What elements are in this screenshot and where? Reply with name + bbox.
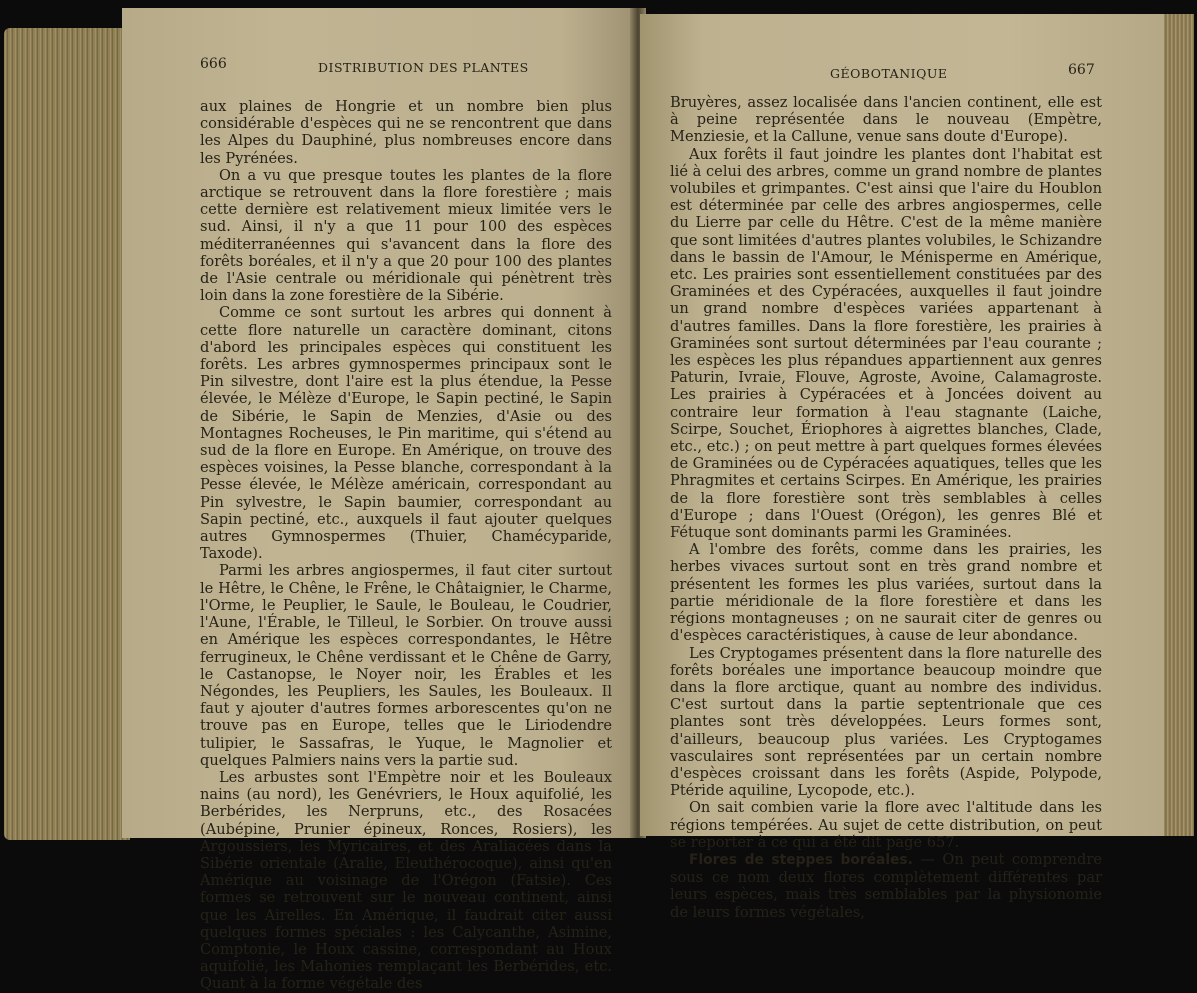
page-edges-right — [1160, 14, 1194, 836]
paragraph: Les Cryptogames présentent dans la flore naturelle des forêts boréales une importance beaucoup moindre que dans la flore arctique, quant au nombre des individus. C'est surtout dans la partie septentrionale que ces plantes sont très développées. Leurs formes sont, d'ailleurs, beaucoup plus variées. Les Cryptogames vasculaires sont représentées par un certain nombre d'espèces croissant dans les forêts (Aspide, Polypode, Ptéride aquiline, Lycopode, etc.). — [670, 644, 1102, 800]
paragraph: aux plaines de Hongrie et un nombre bien plus considérable d'espèces qui ne se rencontrent que dans les Alpes du Dauphiné, plus nombreuses encore dans les Pyrénées. — [200, 98, 612, 167]
body-text — [670, 94, 1102, 921]
section-text: — On peut comprendre sous ce nom deux flores complètement différentes par leurs espèces, mais très semblables par la physionomie de leurs formes végétales, — [670, 850, 1102, 921]
paragraph: Parmi les arbres angiospermes, il faut citer surtout le Hêtre, le Chêne, le Frêne, le Châtaignier, le Charme, l'Orme, le Peuplier, le Saule, le Bouleau, le Coudrier, l'Aune, l'Érable, le Tilleul, le Sorbier. On trouve aussi en Amérique les espèces correspondantes, le Hêtre ferrugineux, le Chêne verdissant et le Chêne de Garry, le Castanopse, le Noyer noir, les Érables et les Négondes, les Peupliers, les Saules, les Bouleaux. Il faut y ajouter d'autres formes arborescentes qu'on ne trouve pas en Europe, telles que le Liriodendre tulipier, le Sassafras, le Yuque, le Magnolier et quelques Palmiers nains vers la partie sud. — [200, 562, 612, 769]
section-heading: Flores de steppes boréales. — [688, 851, 913, 868]
paragraph: Comme ce sont surtout les arbres qui donnent à cette flore naturelle un caractère dominant, citons d'abord les principales espèces qui constituent les forêts. Les arbres gymnospermes principaux sont le Pin silvestre, dont l'aire est la plus étendue, la Pesse élevée, le Mélèze d'Europe, le Sapin pectiné, le Sapin de Sibérie, le Sapin de Menzies, d'Asie ou des Montagnes Rocheuses, le Pin maritime, qui s'étend au sud de la flore en Europe. En Amérique, on trouve des espèces voisines, la Pesse blanche, correspondant à la Pesse élevée, le Mélèze américain, correspondant au Pin sylvestre, le Sapin baumier, correspondant au Sapin pectiné, etc., auxquels il faut ajouter quelques autres Gymnospermes (Thuier, Chamécyparide, Taxode). — [200, 304, 612, 563]
paragraph: Les arbustes sont l'Empètre noir et les Bouleaux nains (au nord), les Genévriers, le Houx aquifolié, les Berbérides, les Nerpruns, etc., des Rosacées (Aubépine, Prunier épineux, Ronces, Rosiers), les Argoussiers, les Myricaires, et des Araliacées dans la Sibérie orientale (Aralie, Eleuthérocoque), ainsi qu'en Amérique au voisinage de l'Orégon (Fatsie). Ces formes se retrouvent sur le nouveau continent, ainsi que les Airelles. En Amérique, il faudrait citer aussi quelques formes spéciales : les Calycanthe, Asimine, Comptonie, le Houx cassine, correspondant au Houx aquifolié, les Mahonies remplaçant les Berbérides, etc. Quant à la forme végétale des — [200, 768, 612, 993]
page-number: 667 — [1068, 62, 1095, 78]
body-text — [200, 98, 612, 993]
running-head: GÉOBOTANIQUE — [830, 66, 948, 81]
paragraph: On a vu que presque toutes les plantes de la flore arctique se retrouvent dans la flore forestière ; mais cette dernière est relativement mieux limitée vers le sud. Ainsi, il n'y a que 11 pour 100 des espèces méditerranéennes qui s'avancent dans la flore des forêts boréales, et il n'y a que 20 pour 100 des plantes de l'Asie centrale ou méridionale qui pénètrent très loin dans la zone forestière de la Sibérie. — [200, 166, 612, 305]
page-number: 666 — [200, 56, 227, 72]
right-page — [640, 14, 1164, 921]
running-head: DISTRIBUTION DES PLANTES — [318, 60, 529, 75]
section-paragraph — [670, 851, 1102, 921]
paragraph: A l'ombre des forêts, comme dans les prairies, les herbes vivaces surtout sont en très grand nombre et présentent les formes les plus variées, surtout dans la partie méridionale de la flore forestière et dans les régions montagneuses ; on ne saurait citer de genres ou d'espèces caractéristiques, à cause de leur abondance. — [670, 541, 1102, 645]
left-page — [122, 8, 638, 993]
page-edges-left — [4, 28, 130, 840]
paragraph: Bruyères, assez localisée dans l'ancien continent, elle est à peine représentée dans le nouveau (Empètre, Menziesie, et la Callune, venue sans doute d'Europe). — [670, 94, 1102, 146]
paragraph: On sait combien varie la flore avec l'altitude dans les régions tempérées. Au sujet de cette distribution, on peut se reporter à ce qui a été dit page 657. — [670, 799, 1102, 851]
paragraph: Aux forêts il faut joindre les plantes dont l'habitat est lié à celui des arbres, comme un grand nombre de plantes volubiles et grimpantes. C'est ainsi que l'aire du Houblon est déterminée par celle des arbres angiospermes, celle du Lierre par celle du Hêtre. C'est de la même manière que sont limitées d'autres plantes volubiles, le Schizandre dans le bassin de l'Amour, le Ménisperme en Amérique, etc. Les prairies sont essentiellement constituées par des Graminées et des Cypéracées, auxquelles il faut joindre un grand nombre d'espèces variées appartenant à d'autres familles. Dans la flore forestière, les prairies à Graminées sont surtout déterminées par l'eau courante ; les espèces les plus répandues appartiennent aux genres Paturin, Ivraie, Flouve, Agroste, Avoine, Calamagroste. Les prairies à Cypéracées et à Joncées doivent au contraire leur formation à l'eau stagnante (Laiche, Scirpe, Souchet, Ériophores à aigrettes blanches, Clade, etc., etc.) ; on peut mettre à part quelques formes élevées de Graminées ou de Cypéracées aquatiques, telles que les Phragmites et certains Scirpes. En Amérique, les prairies de la flore forestière sont très semblables à celles d'Europe ; dans l'Ouest (Orégon), les genres Blé et Fétuque sont dominants parmi les Graminées. — [670, 145, 1102, 542]
